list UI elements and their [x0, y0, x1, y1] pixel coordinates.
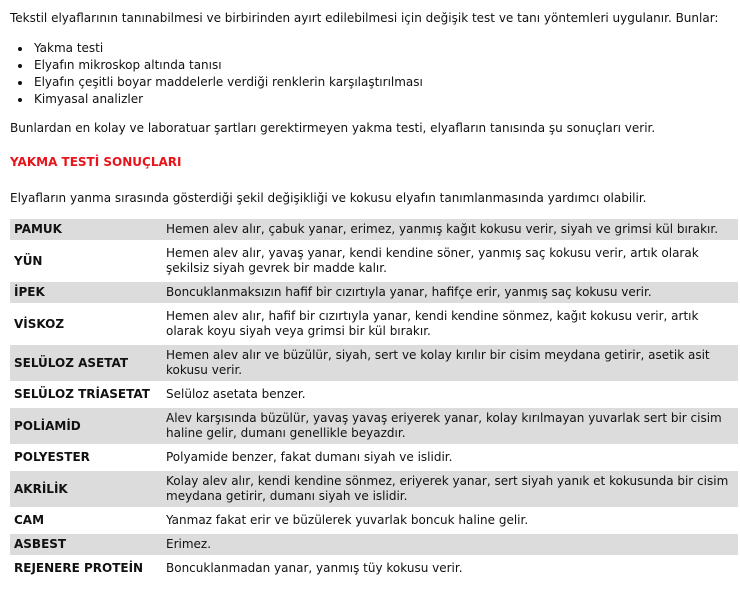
fiber-name: ASBEST — [10, 534, 160, 555]
fiber-description: Kolay alev alır, kendi kendine sönmez, eriyerek yanar, sert siyah yanık et kokusunda bir cisim meydana getirir, dumanı siyah ve islidir. — [160, 471, 738, 507]
fiber-description: Hemen alev alır, hafif bir cızırtıyla yanar, kendi kendine sönmez, kağıt kokusu verir, artık olarak koyu siyah veya grimsi bir kül bırakır. — [166, 309, 699, 338]
list-item: • Yakma testi — [32, 40, 740, 57]
table-row — [10, 282, 738, 303]
burn-test-results-table — [10, 216, 738, 582]
fiber-name: AKRİLİK — [10, 471, 160, 507]
table-row — [10, 408, 738, 444]
fiber-name: İPEK — [10, 282, 160, 303]
table-row — [10, 219, 738, 240]
fiber-name: CAM — [14, 513, 45, 527]
list-item: • Kimyasal analizler — [32, 91, 740, 108]
table-row — [10, 345, 738, 381]
fiber-name: POLYESTER — [14, 450, 90, 464]
summary-paragraph: Bunlardan en kolay ve laboratuar şartları gerektirmeyen yakma testi, elyafların tanısında şu sonuçları verir. — [10, 121, 656, 135]
table-row — [10, 534, 738, 555]
fiber-description: Hemen alev alır, çabuk yanar, erimez, yanmış kağıt kokusu verir, siyah ve grimsi kül bırakır. — [160, 219, 738, 240]
fiber-name: POLİAMİD — [10, 408, 160, 444]
fiber-name: YÜN — [14, 253, 43, 268]
fiber-name: REJENERE PROTEİN — [14, 561, 144, 575]
fiber-description: Erimez. — [160, 534, 738, 555]
fiber-description: Polyamide benzer, fakat dumanı siyah ve islidir. — [166, 450, 453, 464]
fiber-name: VİSKOZ — [14, 316, 65, 331]
fiber-description: Boncuklanmaksızın hafif bir cızırtıyla yanar, hafifçe erir, yanmış saç kokusu verir. — [160, 282, 738, 303]
fiber-description: Hemen alev alır ve büzülür, siyah, sert ve kolay kırılır bir cisim meydana getirir, asetik asit kokusu verir. — [160, 345, 738, 381]
fiber-description: Selüloz asetata benzer. — [166, 387, 306, 401]
table-row — [10, 510, 738, 531]
table-row — [10, 447, 738, 468]
table-row — [10, 558, 738, 579]
list-item: • Elyafın çeşitli boyar maddelerle verdiği renklerin karşılaştırılması — [32, 74, 740, 91]
fiber-description: Boncuklanmadan yanar, yanmış tüy kokusu verir. — [166, 561, 463, 575]
table-row — [10, 384, 738, 405]
fiber-name: SELÜLOZ ASETAT — [10, 345, 160, 381]
fiber-name: PAMUK — [10, 219, 160, 240]
table-row — [10, 306, 738, 342]
intro-paragraph: Tekstil elyaflarının tanınabilmesi ve birbirinden ayırt edilebilmesi için değişik test ve tanı yöntemleri uygulanır. Bunlar: — [10, 11, 719, 25]
list-item: • Elyafın mikroskop altında tanısı — [32, 57, 740, 74]
fiber-description: Hemen alev alır, yavaş yanar, kendi kendine söner, yanmış saç kokusu verir, artık olarak şekilsiz siyah gevrek bir madde kalır. — [166, 246, 699, 275]
section-title: YAKMA TESTİ SONUÇLARI — [10, 155, 182, 169]
lead-paragraph: Elyafların yanma sırasında gösterdiği şekil değişikliği ve kokusu elyafın tanımlanmasında yardımcı olabilir. — [10, 191, 647, 205]
test-methods-list — [10, 40, 740, 108]
fiber-description: Yanmaz fakat erir ve büzülerek yuvarlak boncuk haline gelir. — [166, 513, 529, 527]
fiber-description: Alev karşısında büzülür, yavaş yavaş eriyerek yanar, kolay kırılmayan yuvarlak sert bir cisim haline gelir, dumanı genellikle beyazdır. — [160, 408, 738, 444]
fiber-name: SELÜLOZ TRİASETAT — [14, 387, 150, 401]
table-row — [10, 471, 738, 507]
table-row — [10, 243, 738, 279]
